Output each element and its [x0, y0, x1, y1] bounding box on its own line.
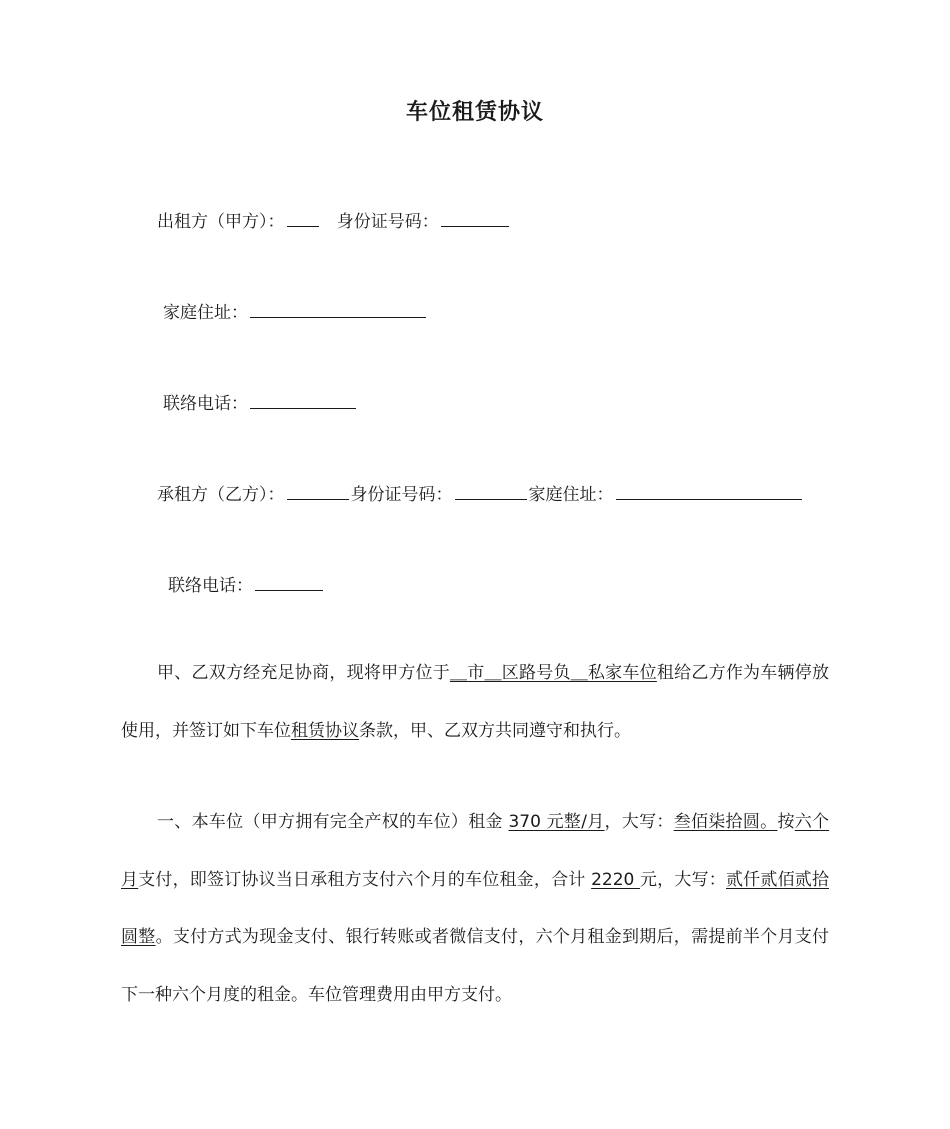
lessee-phone-blank [255, 572, 323, 591]
lessor-label: 出租方（甲方）： [157, 212, 285, 232]
lessor-id-label: 身份证号码： [336, 212, 439, 232]
lessor-phone-blank [250, 390, 356, 409]
total-rent: 2220 [591, 869, 640, 890]
clause-1-paragraph [121, 794, 829, 1024]
lessor-address-label: 家庭住址： [163, 303, 248, 323]
lessee-label: 承租方（乙方）： [157, 485, 285, 505]
lessor-line [157, 208, 511, 234]
lessee-address-label: 家庭住址： [528, 485, 614, 505]
lessee-phone-line [168, 572, 325, 598]
payment-period: 六个月 [121, 812, 830, 890]
intro-text-2: 租给乙方作为车辆停放使用，并签订如下车位 [121, 663, 830, 741]
lessor-name-blank [287, 208, 319, 227]
parking-location: ＿市＿区路号负＿私家车位 [450, 663, 657, 683]
intro-paragraph [121, 645, 829, 760]
lessor-id-blank [441, 208, 509, 227]
intro-text-3: 条款，甲、乙双方共同遵守和执行。 [359, 720, 631, 741]
lessee-id-label: 身份证号码： [350, 485, 453, 505]
agreement-word: 租赁协议 [291, 720, 359, 741]
lessor-phone-line [163, 390, 358, 416]
lessor-phone-label: 联络电话： [163, 394, 248, 414]
lessor-address-line [163, 299, 428, 325]
clause-1-text-2: ，大写： [604, 812, 674, 832]
document-title: 车位租赁协议 [405, 100, 544, 125]
lessee-line [157, 481, 804, 507]
lessee-id-blank [455, 481, 527, 500]
clause-1-text-5: 元，大写： [639, 869, 726, 890]
lessor-address-blank [250, 299, 426, 318]
monthly-rent-words: 叁佰柒拾圆。 [673, 812, 778, 832]
clause-1-text-6: 。支付方式为现金支付、银行转账或者微信支付，六个月租金到期后，需提前半个月支付下一种六个月度的租金。车位管理费用由甲方支付。 [121, 927, 830, 1005]
intro-text-1: 甲、乙双方经充足协商，现将甲方位于 [157, 663, 451, 683]
clause-1-text-3: 按 [777, 812, 795, 832]
total-rent-words: 贰仟贰佰贰拾圆整 [121, 869, 829, 947]
monthly-rent: 370 元整/月 [508, 812, 605, 832]
clause-1-text-1: 一、本车位（甲方拥有完全产权的车位）租金 [157, 812, 509, 832]
lessee-phone-label: 联络电话： [168, 576, 253, 596]
clause-1-text-4: 支付，即签订协议当日承租方支付六个月的车位租金，合计 [138, 869, 592, 890]
lessee-name-blank [287, 481, 349, 500]
lessee-address-blank [616, 481, 802, 500]
